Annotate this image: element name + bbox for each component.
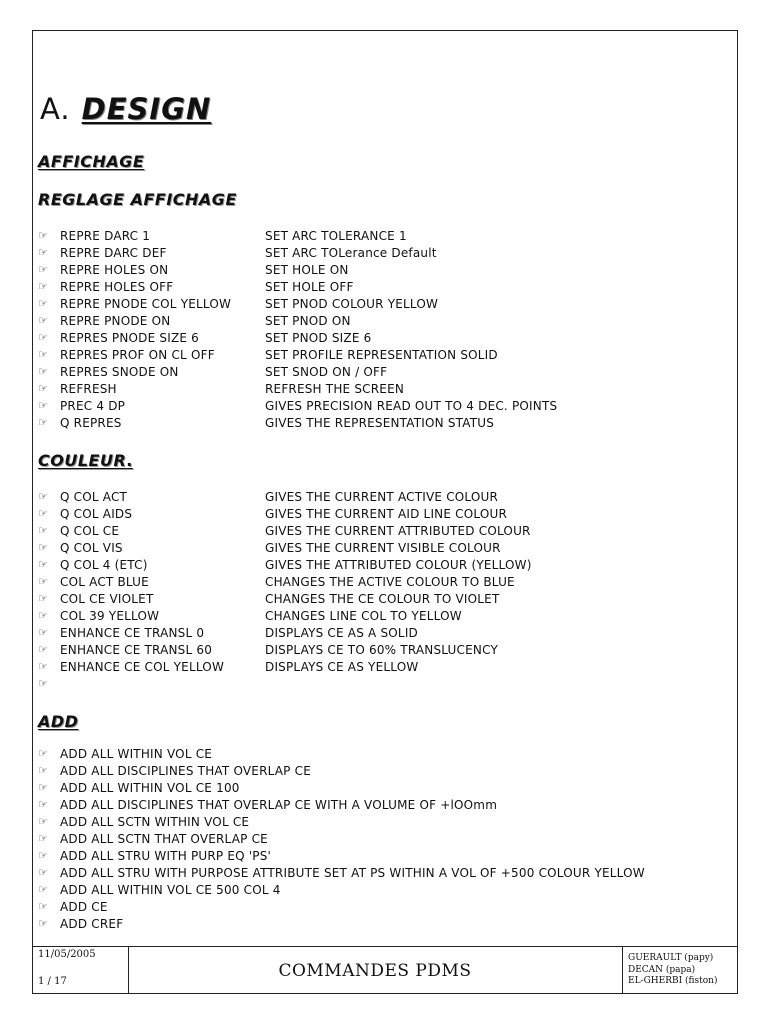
- command-row: [38, 762, 645, 779]
- pointing-hand-icon: ☞: [38, 747, 49, 760]
- command-description: SET ARC TOLERANCE 1: [265, 228, 407, 243]
- command-text: ADD ALL WITHIN VOL CE 500 COL 4: [60, 882, 281, 897]
- command-description: DISPLAYS CE AS YELLOW: [265, 659, 419, 674]
- command-text: REPRE DARC DEF: [60, 245, 167, 260]
- couleur-command-list: [38, 488, 532, 692]
- title-section-word: DESIGN: [81, 92, 212, 126]
- command-text: ENHANCE CE TRANSL 0: [60, 625, 205, 640]
- command-description: GIVES THE ATTRIBUTED COLOUR (YELLOW): [265, 557, 532, 572]
- reglage-command-list: [38, 227, 557, 431]
- command-description: CHANGES THE ACTIVE COLOUR TO BLUE: [265, 574, 515, 589]
- command-text: ADD ALL STRU WITH PURP EQ 'PS': [60, 848, 272, 863]
- command-text: Q COL AIDS: [60, 506, 133, 521]
- command-text: ENHANCE CE TRANSL 60: [60, 642, 213, 657]
- pointing-hand-icon: ☞: [38, 660, 49, 673]
- pointing-hand-icon: ☞: [38, 365, 49, 378]
- document-title: [40, 92, 211, 126]
- footer-page-number: 1 / 17: [38, 976, 67, 987]
- command-text: COL CE VIOLET: [60, 591, 154, 606]
- command-row: [38, 227, 557, 244]
- command-text: Q COL 4 (ETC): [60, 557, 148, 572]
- command-row: [38, 847, 645, 864]
- command-row: [38, 295, 557, 312]
- command-row: [38, 898, 645, 915]
- command-text: ADD ALL STRU WITH PURPOSE ATTRIBUTE SET AT PS WITHIN A VOL OF +500 COLOUR YELLOW: [60, 865, 645, 880]
- command-text: REPRES PNODE SIZE 6: [60, 330, 200, 345]
- command-description: GIVES THE CURRENT VISIBLE COLOUR: [265, 540, 501, 555]
- footer-authors: [628, 953, 717, 988]
- heading-reglage-affichage: REGLAGE AFFICHAGE: [38, 190, 237, 209]
- command-text: ENHANCE CE COL YELLOW: [60, 659, 225, 674]
- command-description: REFRESH THE SCREEN: [265, 381, 405, 396]
- pointing-hand-icon: ☞: [38, 798, 49, 811]
- pointing-hand-icon: ☞: [38, 490, 49, 503]
- pointing-hand-icon: ☞: [38, 314, 49, 327]
- command-text: REPRE DARC 1: [60, 228, 151, 243]
- pointing-hand-icon: ☞: [38, 524, 49, 537]
- command-description: GIVES THE REPRESENTATION STATUS: [265, 415, 495, 430]
- command-description: GIVES THE CURRENT ACTIVE COLOUR: [265, 489, 499, 504]
- pointing-hand-icon: ☞: [38, 866, 49, 879]
- command-text: Q REPRES: [60, 415, 122, 430]
- pointing-hand-icon: ☞: [38, 832, 49, 845]
- command-description: GIVES THE CURRENT AID LINE COLOUR: [265, 506, 508, 521]
- command-row: [38, 414, 557, 431]
- pointing-hand-icon: ☞: [38, 677, 49, 690]
- command-row: [38, 641, 532, 658]
- command-row: [38, 864, 645, 881]
- pointing-hand-icon: ☞: [38, 348, 49, 361]
- pointing-hand-icon: ☞: [38, 626, 49, 639]
- command-row: [38, 607, 532, 624]
- command-row: [38, 380, 557, 397]
- command-row: [38, 261, 557, 278]
- command-description: SET HOLE ON: [265, 262, 349, 277]
- command-description: DISPLAYS CE AS A SOLID: [265, 625, 418, 640]
- command-row: [38, 779, 645, 796]
- pointing-hand-icon: ☞: [38, 280, 49, 293]
- pointing-hand-icon: ☞: [38, 382, 49, 395]
- command-description: SET ARC TOLerance Default: [265, 245, 437, 260]
- command-text: REPRE PNODE ON: [60, 313, 171, 328]
- command-text: ADD CREF: [60, 916, 124, 931]
- heading-affichage: AFFICHAGE: [38, 152, 145, 171]
- command-row: [38, 505, 532, 522]
- pointing-hand-icon: ☞: [38, 815, 49, 828]
- command-row: [38, 556, 532, 573]
- command-text: ADD ALL SCTN WITHIN VOL CE: [60, 814, 250, 829]
- command-text: Q COL CE: [60, 523, 120, 538]
- command-description: CHANGES THE CE COLOUR TO VIOLET: [265, 591, 500, 606]
- pointing-hand-icon: ☞: [38, 263, 49, 276]
- heading-couleur: [38, 451, 133, 470]
- command-text: REPRES SNODE ON: [60, 364, 179, 379]
- command-text: REPRE HOLES OFF: [60, 279, 174, 294]
- command-text: ADD CE: [60, 899, 108, 914]
- command-text: REPRES PROF ON CL OFF: [60, 347, 215, 362]
- command-description: SET SNOD ON / OFF: [265, 364, 388, 379]
- pointing-hand-icon: ☞: [38, 643, 49, 656]
- footer-date: 11/05/2005: [38, 949, 96, 960]
- command-text: PREC 4 DP: [60, 398, 126, 413]
- command-row: [38, 363, 557, 380]
- footer-author: EL-GHERBI (fiston): [628, 976, 718, 986]
- pointing-hand-icon: ☞: [38, 399, 49, 412]
- command-row: [38, 624, 532, 641]
- pointing-hand-icon: ☞: [38, 507, 49, 520]
- command-text: ADD ALL WITHIN VOL CE: [60, 746, 213, 761]
- heading-add: ADD: [38, 712, 79, 731]
- command-text: Q COL VIS: [60, 540, 123, 555]
- pointing-hand-icon: ☞: [38, 297, 49, 310]
- command-text: REFRESH: [60, 381, 117, 396]
- command-text: ADD ALL SCTN THAT OVERLAP CE: [60, 831, 268, 846]
- command-row: [38, 745, 645, 762]
- command-description: SET PNOD SIZE 6: [265, 330, 372, 345]
- pointing-hand-icon: ☞: [38, 246, 49, 259]
- pointing-hand-icon: ☞: [38, 900, 49, 913]
- command-row: [38, 813, 645, 830]
- pointing-hand-icon: ☞: [38, 331, 49, 344]
- command-text: ADD ALL WITHIN VOL CE 100: [60, 780, 240, 795]
- command-text: Q COL ACT: [60, 489, 128, 504]
- command-row: [38, 658, 532, 675]
- command-description: CHANGES LINE COL TO YELLOW: [265, 608, 462, 623]
- command-row: [38, 915, 645, 932]
- command-description: SET PNOD COLOUR YELLOW: [265, 296, 439, 311]
- command-row: [38, 522, 532, 539]
- pointing-hand-icon: ☞: [38, 575, 49, 588]
- command-row: [38, 244, 557, 261]
- command-description: SET PROFILE REPRESENTATION SOLID: [265, 347, 498, 362]
- command-row: [38, 539, 532, 556]
- page-footer: [32, 946, 738, 994]
- command-row: [38, 573, 532, 590]
- command-description: GIVES PRECISION READ OUT TO 4 DEC. POINTS: [265, 398, 558, 413]
- command-description: SET PNOD ON: [265, 313, 351, 328]
- pointing-hand-icon: ☞: [38, 541, 49, 554]
- pointing-hand-icon: ☞: [38, 609, 49, 622]
- command-row: [38, 675, 532, 692]
- command-text: REPRE PNODE COL YELLOW: [60, 296, 232, 311]
- pointing-hand-icon: ☞: [38, 416, 49, 429]
- command-row: [38, 830, 645, 847]
- command-text: ADD ALL DISCIPLINES THAT OVERLAP CE WITH A VOLUME OF +lOOmm: [60, 797, 498, 812]
- footer-author: DECAN (papa): [628, 964, 696, 975]
- add-command-list: [38, 745, 645, 932]
- footer-left-cell: [32, 947, 129, 994]
- command-row: [38, 312, 557, 329]
- command-row: [38, 329, 557, 346]
- title-section-letter: A.: [40, 92, 71, 126]
- command-row: [38, 397, 557, 414]
- command-text: ADD ALL DISCIPLINES THAT OVERLAP CE: [60, 763, 311, 778]
- pointing-hand-icon: ☞: [38, 849, 49, 862]
- heading-couleur-dot: .: [126, 451, 133, 470]
- pointing-hand-icon: ☞: [38, 764, 49, 777]
- pointing-hand-icon: ☞: [38, 917, 49, 930]
- command-row: [38, 881, 645, 898]
- pointing-hand-icon: ☞: [38, 883, 49, 896]
- command-row: [38, 590, 532, 607]
- footer-author: GUERAULT (papy): [628, 953, 714, 963]
- command-row: [38, 796, 645, 813]
- pointing-hand-icon: ☞: [38, 558, 49, 571]
- command-description: DISPLAYS CE TO 60% TRANSLUCENCY: [265, 642, 498, 657]
- command-description: GIVES THE CURRENT ATTRIBUTED COLOUR: [265, 523, 531, 538]
- pointing-hand-icon: ☞: [38, 592, 49, 605]
- command-text: COL ACT BLUE: [60, 574, 149, 589]
- command-text: COL 39 YELLOW: [60, 608, 160, 623]
- command-row: [38, 346, 557, 363]
- command-text: REPRE HOLES ON: [60, 262, 169, 277]
- pointing-hand-icon: ☞: [38, 781, 49, 794]
- command-row: [38, 488, 532, 505]
- footer-title: COMMANDES PDMS: [128, 947, 623, 994]
- pointing-hand-icon: ☞: [38, 229, 49, 242]
- heading-couleur-text: COULEUR: [38, 451, 127, 470]
- command-description: SET HOLE OFF: [265, 279, 354, 294]
- command-row: [38, 278, 557, 295]
